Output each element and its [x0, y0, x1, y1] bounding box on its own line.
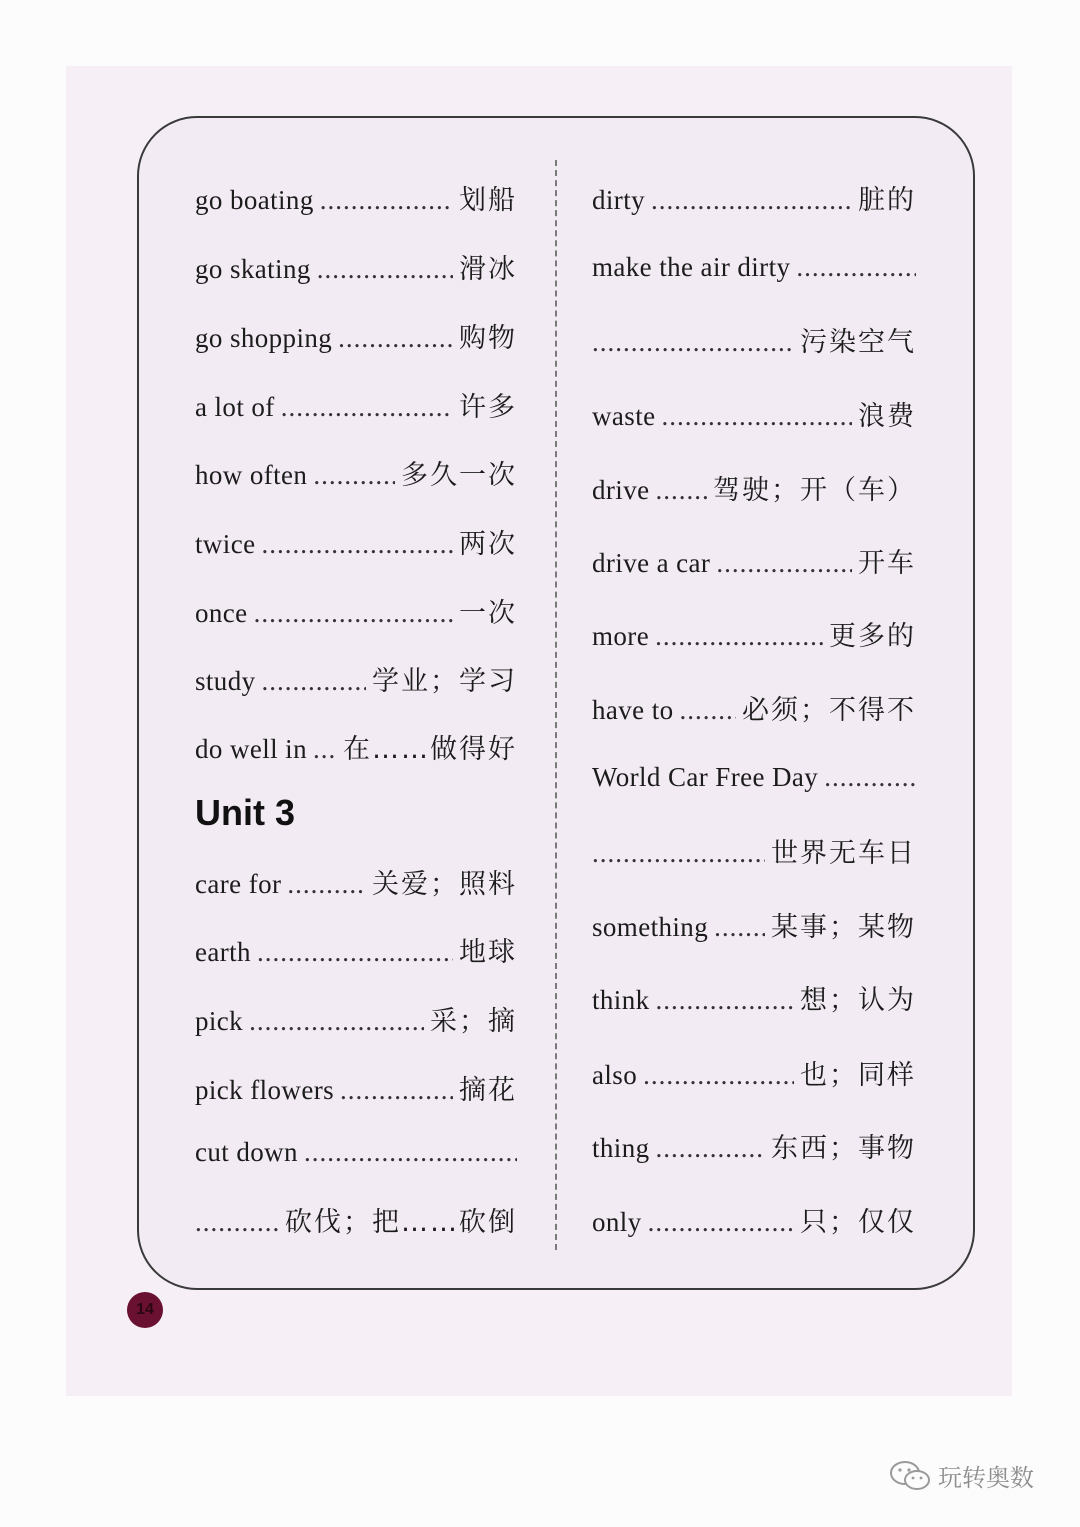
vocab-meaning: 必须；不得不: [742, 695, 916, 726]
leader-dots: [648, 1207, 794, 1238]
vocab-entry: [195, 247, 517, 286]
vocab-entry: [592, 178, 916, 217]
vocab-word: think: [592, 985, 650, 1015]
vocab-meaning: 只；仅仅: [800, 1207, 916, 1238]
leader-dots: [824, 762, 916, 793]
vocab-entry: [195, 522, 517, 561]
leader-dots: [716, 548, 852, 579]
leader-dots: [254, 598, 453, 629]
vocab-word: twice: [195, 529, 256, 559]
leader-dots: [257, 937, 453, 968]
vocab-word: cut down: [195, 1137, 298, 1167]
vocab-word: do well in: [195, 734, 307, 764]
vocab-entry: [592, 468, 916, 507]
vocab-word: something: [592, 912, 709, 942]
vocab-meaning: 砍伐；把……砍倒: [285, 1207, 517, 1238]
vocab-meaning: 采；摘: [430, 1006, 517, 1037]
vocab-word: how often: [195, 460, 308, 490]
vocab-entry: [195, 385, 517, 424]
leader-dots: [320, 185, 453, 216]
vocab-entry: [195, 999, 517, 1038]
vocab-word: study: [195, 666, 256, 696]
vocab-entry: [195, 727, 517, 766]
vocab-meaning: 浪费: [858, 401, 916, 432]
column-divider: [555, 160, 557, 1250]
leader-dots: [261, 529, 453, 560]
vocab-word: World Car Free Day: [592, 762, 819, 792]
wechat-icon: [888, 1459, 932, 1493]
page-number: 14: [136, 1301, 154, 1318]
vocab-word: drive: [592, 475, 650, 505]
watermark-text: 玩转奥数: [938, 1464, 1034, 1492]
page-number-badge: [127, 1292, 163, 1328]
vocab-entry: [592, 688, 916, 727]
vocab-entry: [592, 1200, 916, 1239]
vocab-entry: [195, 453, 517, 492]
vocab-entry: [592, 831, 916, 870]
vocab-entry: [592, 252, 916, 283]
leader-dots: [655, 475, 707, 506]
vocab-word: pick: [195, 1006, 244, 1036]
vocab-entry: [592, 394, 916, 433]
unit-heading: Unit 3: [195, 792, 296, 833]
vocab-word: only: [592, 1207, 642, 1237]
vocab-meaning: 开车: [858, 548, 916, 579]
vocab-entry: [195, 659, 517, 698]
leader-dots: [714, 912, 765, 943]
leader-dots: [340, 1075, 453, 1106]
vocab-word: more: [592, 621, 650, 651]
vocab-meaning: 购物: [459, 323, 517, 354]
vocab-entry: [592, 978, 916, 1017]
vocab-entry: [195, 1137, 517, 1168]
vocab-meaning: 想；认为: [800, 985, 916, 1016]
vocab-word: also: [592, 1060, 638, 1090]
vocab-entry: [195, 1068, 517, 1107]
vocab-word: a lot of: [195, 392, 275, 422]
vocab-entry: [592, 320, 916, 359]
leader-dots: [655, 621, 823, 652]
leader-dots: [651, 185, 852, 216]
vocab-word: pick flowers: [195, 1075, 335, 1105]
leader-dots: [661, 401, 852, 432]
vocab-meaning: 脏的: [858, 185, 916, 216]
vocab-meaning: 许多: [459, 392, 517, 423]
leader-dots: [592, 327, 794, 358]
vocab-word: go skating: [195, 254, 311, 284]
vocab-entry: [195, 591, 517, 630]
leader-dots: [317, 254, 453, 285]
vocab-meaning: 污染空气: [800, 327, 916, 358]
vocab-meaning: 划船: [459, 185, 517, 216]
vocab-word: waste: [592, 401, 656, 431]
vocab-word: once: [195, 598, 248, 628]
leader-dots: [195, 1207, 279, 1238]
leader-dots: [313, 734, 337, 765]
vocab-word: have to: [592, 695, 674, 725]
leader-dots: [338, 323, 453, 354]
leader-dots: [249, 1006, 424, 1037]
vocab-entry: [195, 178, 517, 217]
vocab-word: dirty: [592, 185, 645, 215]
vocab-word: go boating: [195, 185, 314, 215]
vocab-entry: [592, 905, 916, 944]
vocab-entry: [195, 1200, 517, 1239]
vocab-meaning: 摘花: [459, 1075, 517, 1106]
leader-dots: [313, 460, 395, 491]
vocab-entry: [592, 1053, 916, 1092]
leader-dots: [656, 1133, 765, 1164]
vocab-entry: [592, 541, 916, 580]
vocab-meaning: 更多的: [829, 621, 916, 652]
vocab-word: go shopping: [195, 323, 333, 353]
vocab-entry: [592, 614, 916, 653]
vocab-word: thing: [592, 1133, 650, 1163]
vocab-entry: [195, 930, 517, 969]
vocab-meaning: 滑冰: [459, 254, 517, 285]
leader-dots: [680, 695, 736, 726]
vocab-meaning: 世界无车日: [771, 838, 916, 869]
vocab-word: care for: [195, 869, 282, 899]
vocab-meaning: 某事；某物: [771, 912, 916, 943]
vocab-entry: [592, 762, 916, 793]
vocab-entry: [195, 316, 517, 355]
leader-dots: [281, 392, 453, 423]
vocab-entry: [195, 862, 517, 901]
vocab-meaning: 一次: [459, 598, 517, 629]
vocab-entry: [592, 1126, 916, 1165]
vocab-meaning: 驾驶；开（车）: [713, 475, 916, 506]
vocab-meaning: 东西；事物: [771, 1133, 916, 1164]
vocab-meaning: 多久一次: [401, 460, 517, 491]
leader-dots: [796, 252, 916, 283]
vocab-meaning: 在……做得好: [343, 734, 517, 765]
vocab-meaning: 关爱；照料: [372, 869, 517, 900]
leader-dots: [304, 1137, 517, 1168]
vocab-meaning: 地球: [459, 937, 517, 968]
leader-dots: [643, 1060, 794, 1091]
vocab-word: earth: [195, 937, 251, 967]
watermark: [888, 1458, 1034, 1493]
vocab-word: drive a car: [592, 548, 711, 578]
vocab-meaning: 也；同样: [800, 1060, 916, 1091]
leader-dots: [656, 985, 794, 1016]
vocab-meaning: 两次: [459, 529, 517, 560]
vocab-meaning: 学业；学习: [372, 666, 517, 697]
leader-dots: [592, 838, 765, 869]
vocab-word: make the air dirty: [592, 252, 791, 282]
leader-dots: [287, 869, 366, 900]
leader-dots: [262, 666, 366, 697]
